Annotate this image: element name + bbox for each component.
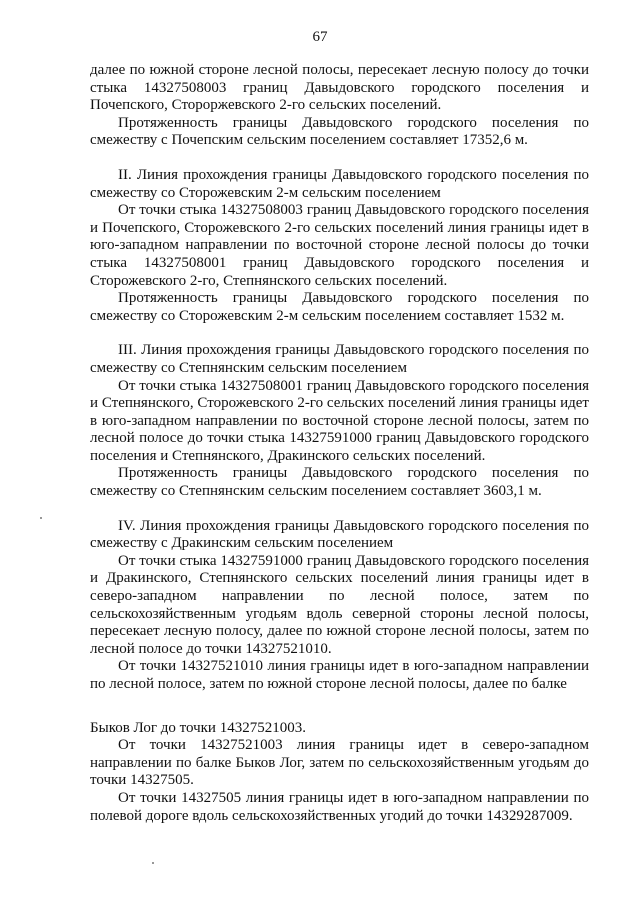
paragraph-route-to-14327505: От точки 14327521003 линия границы идет в северо-западном направлении по балке Быков Лог, затем по сельскохозяйственным угодьям до точки 14327505. xyxy=(90,737,589,789)
paragraph-bykov-log: Быков Лог до точки 14327521003. xyxy=(90,719,306,736)
paragraph-continuation: далее по южной стороне лесной полосы, пересекает лесную полосу до точки стыка 14327508003 границ Давыдовского городского поселения и Почепского, Стороржевского 2-го сельских поселений. xyxy=(90,62,589,114)
document-body xyxy=(90,62,589,825)
section-gap xyxy=(90,150,589,167)
paragraph-route-to-14329287009: От точки 14327505 линия границы идет в юго-западном направлении по полевой дороге вдоль сельскохозяйственных угодий до точки 14329287009. xyxy=(90,789,589,824)
section-gap xyxy=(90,325,589,342)
paragraph-length-storozhevsky: Протяженность границы Давыдовского городского поселения по смежеству со Сторожевским 2-м сельским поселением составляет 1532 м. xyxy=(90,290,589,324)
paragraph-length-pochep: Протяженность границы Давыдовского городского поселения по смежеству с Почепским сельским поселением составляет 17352,6 м. xyxy=(90,114,589,149)
paragraph-section-iii-route: От точки стыка 14327508001 границ Давыдовского городского поселения и Степнянского, Сторожевского 2-го сельских поселений линия границы идет в юго-западном направлении по восточной стороне лесной полосы, затем по лесной полосе до точки стыка 14327591000 границ Давыдовского городского поселения и Степнянского, Дракинского сельских поселений. xyxy=(90,377,589,464)
paragraph-route-to-balka: От точки 14327521010 линия границы идет в юго-западном направлении по лесной полосе, затем по южной стороне лесной полосы, далее по балке xyxy=(90,658,589,692)
scan-speck xyxy=(40,517,42,519)
section-gap xyxy=(90,694,589,720)
section-heading-iii: III. Линия прохождения границы Давыдовского городского поселения по смежеству со Степнянским сельским поселением xyxy=(90,342,589,376)
paragraph-section-iv-route: От точки стыка 14327591000 границ Давыдовского городского поселения и Дракинского, Степнянского сельских поселений линия границы идет в северо-западном направлении по лесной полосе, затем по сельскохозяйственным угодьям вдоль северной стороны лесной полосы, пересекает лесную полосу, далее по южной стороне лесной полосы, затем по лесной полосе до точки 14327521010. xyxy=(90,552,589,657)
paragraph-length-stepnyansky: Протяженность границы Давыдовского городского поселения по смежеству со Степнянским сельским поселением составляет 3603,1 м. xyxy=(90,465,589,500)
section-gap xyxy=(90,501,589,518)
scan-speck xyxy=(152,862,154,864)
section-heading-iv: IV. Линия прохождения границы Давыдовского городского поселения по смежеству с Дракинским сельским поселением xyxy=(90,517,589,552)
paragraph-section-ii-route: От точки стыка 14327508003 границ Давыдовского городского поселения и Почепского, Сторожевского 2-го сельских поселений линия границы идет в юго-западном направлении по восточной стороне лесной полосы до точки стыка 14327508001 границ Давыдовского городского поселения и Сторожевского 2-го, Степнянского сельских поселений. xyxy=(90,202,589,289)
section-heading-ii: II. Линия прохождения границы Давыдовского городского поселения по смежеству со Сторожевским 2-м сельским поселением xyxy=(90,166,589,201)
page-number: 67 xyxy=(312,29,328,45)
